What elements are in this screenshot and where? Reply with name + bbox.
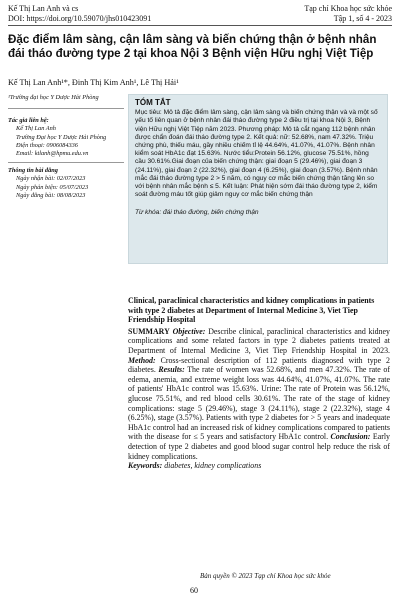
header-volume: Tập 1, số 4 - 2023 [333, 14, 392, 23]
header-right [304, 4, 392, 24]
author-list: Kế Thị Lan Anh¹*, Đinh Thị Kim Anh¹, Lê Thị Hải¹ [8, 78, 179, 87]
header-authors: Kế Thị Lan Anh và cs [8, 4, 79, 13]
english-title: Clinical, paraclinical characteristics and kidney complications in patients with type 2 diabetes at Department of Internal Medicine 3, Viet Tiep Friendship Hospital [128, 296, 375, 325]
conclusion-text: Early detection of type 2 diabetes and good blood sugar control help reduce the risk of kidney complications. [128, 432, 390, 461]
abstract-heading: TÓM TẮT [135, 98, 171, 107]
english-summary [128, 327, 390, 461]
abstract-text: Mục tiêu: Mô tả đặc điểm lâm sàng, cận lâm sàng và biến chứng thận và và một số yếu tố liên quan ở bệnh nhân đái tháo đường type 2 điều trị tại khoa Nội 3, Bệnh viện Hữu nghị Việt Tiệp năm 2023. Phương pháp: Mô tả cắt ngang 112 bệnh nhân được chẩn đoán đái tháo đường type 2. Kết quả: nữ: 52.68%, nam 47.32%. Triệu chứng phù, thiếu máu, gầy nhiều chiếm tỉ lệ 44.64%, 41.07%, 41.07%. Bệnh nhân kiểm soát HbA1c đạt 15.63%. Nước tiểu:Protein 56.12%, glucose 75.51%, hồng cầu 30.61%.Giai đoạn của biến chứng thận: giai đoạn 5 (29.46%), giai đoạn 3 (24.11%), giai đoạn 2 (22.32%), giai đoạn 4 (6.25%), giai đoạn (3.57%). Bệnh nhân mắc đái tháo đường type 2 > 5 năm, có nguy cơ mắc biến chứng thận tăng lên so với bệnh nhân mắc bệnh ≤ 5. Kết luận: Phát hiện sớm đái tháo đường type 2, kiểm soát đường máu tốt giúp giảm nguy cơ mắc biến chứng thận [135, 109, 378, 199]
abstract-keywords: Từ khóa: đái tháo đường, biến chứng thận [135, 209, 259, 217]
header-journal: Tạp chí Khoa học sức khỏe [304, 4, 392, 13]
method-label: Method: [128, 355, 156, 365]
results-text: The rate of women was 52.68%, and men 47.32%. The rate of edema, anemia, and extreme weight loss was 44.64%, 41.07%, 41.07%. The rate of patients' HbA1c control was 15.63%. Urine: The rate of Protein was 56.12%, glucose 75.51%, and red blood cells 30.61%. The rate of the stage of kidney complications: stage 5 (29.46%), stage 3 (24.11%), stage 2 (22.32%), stage 4 (6.25%), stage (3.57%). Patients with type 2 diabetes for > 5 years and inadequate HbA1c control had an increased risk of kidney complications compared to patients with the disease for ≤ 5 years and satisfactory HbA1c control. [128, 365, 390, 442]
contact-email: Email: ktlanh@hpmu.edu.vn [16, 150, 89, 158]
contact-heading: Tác giả liên hệ: [8, 117, 49, 125]
english-keywords [128, 461, 390, 471]
conclusion-label: Conclusion: [330, 432, 371, 442]
contact-org: Trường Đại học Y Dược Hải Phòng [16, 133, 107, 141]
method-text: Cross-sectional description of 112 patients diagnosed with type 2 diabetes. [128, 355, 390, 375]
summary-label: SUMMARY [128, 326, 170, 336]
keywords-label: Keywords: [128, 461, 163, 471]
article-sidebar [8, 94, 124, 200]
contact-name: Kế Thị Lan Anh [16, 125, 56, 133]
info-heading: Thông tin bài đăng [8, 167, 58, 175]
revised-date: Ngày phản biện: 05/07/2023 [16, 183, 89, 191]
published-date: Ngày đăng bài: 08/08/2023 [16, 191, 86, 199]
header-doi: DOI: https://doi.org/10.59070/jhs010423091 [8, 14, 152, 23]
article-title: Đặc điểm lâm sàng, cận lâm sàng và biến chứng thận ở bệnh nhân đái tháo đường type 2 tại khoa Nội 3 Bệnh viện Hữu nghị Việt Tiệp [8, 33, 377, 60]
header-divider [8, 25, 392, 26]
contact-phone: Điện thoại: 0906084336 [16, 141, 78, 149]
page-number: 60 [190, 586, 198, 595]
keywords-text: diabetes, kidney complications [164, 461, 262, 471]
vietnamese-abstract [128, 94, 388, 264]
objective-text: Describe clinical, paraclinical characteristics and kidney complications and some related factors in type 2 diabetes patients treated at Department of Internal Medicine 3, Viet Tiep Friendship Hospital in 2023. [128, 326, 390, 355]
english-abstract [128, 296, 390, 471]
copyright-footer: Bản quyền © 2023 Tạp chí Khoa học sức khỏe [200, 572, 331, 580]
received-date: Ngày nhận bài: 02/07/2023 [16, 175, 86, 183]
affiliation: ¹Trường đại học Y Dược Hải Phòng [8, 94, 124, 109]
results-label: Results: [158, 365, 185, 375]
objective-label: Objective: [172, 326, 206, 336]
header-left [8, 4, 151, 24]
sidebar-divider [8, 162, 124, 163]
